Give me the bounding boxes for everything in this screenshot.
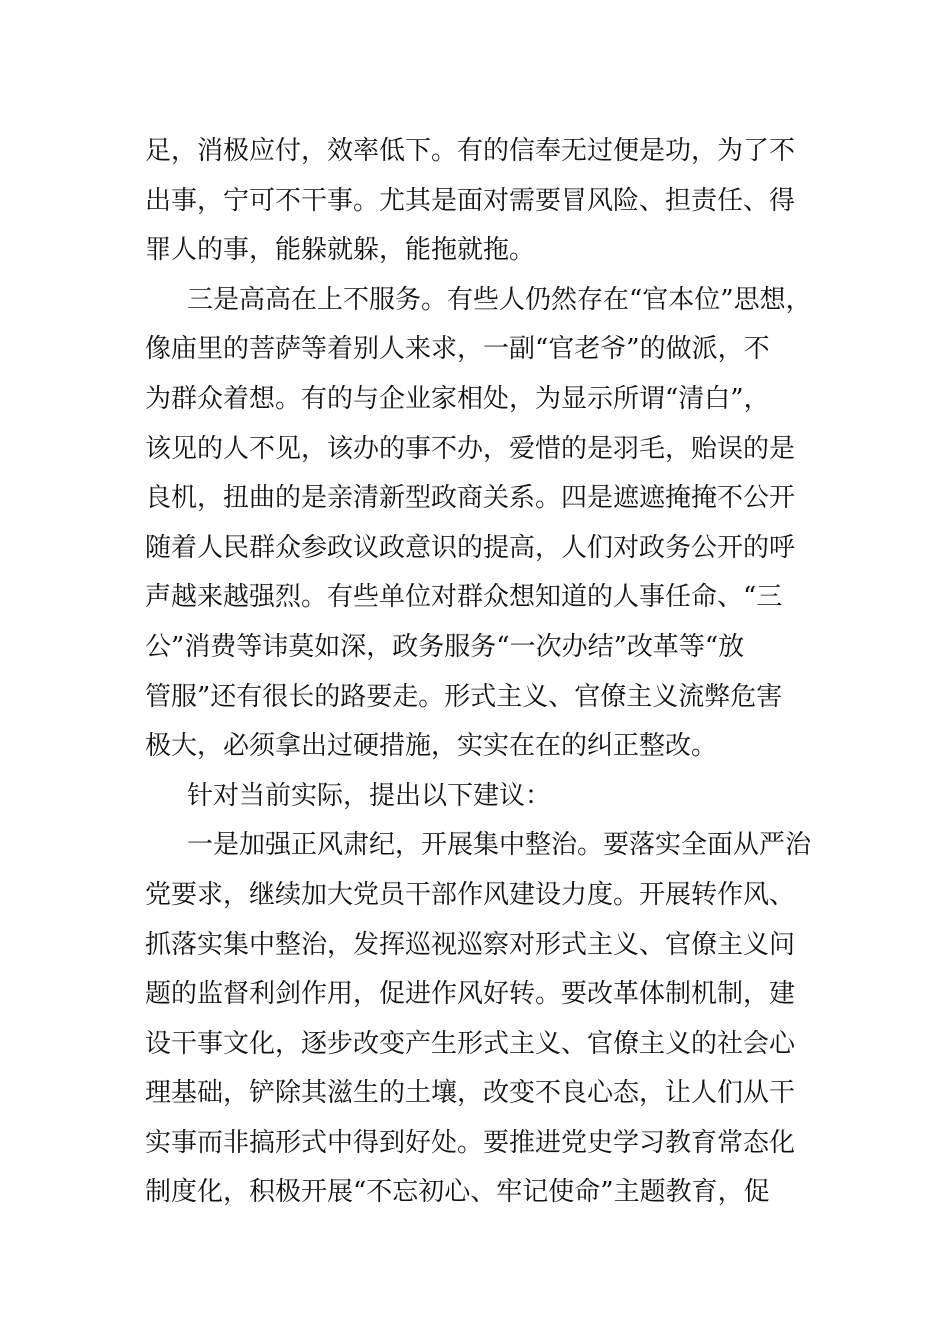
text-line: 公”消费等讳莫如深，政务服务“一次办结”改革等“放 — [145, 631, 745, 662]
paragraph-start-line: 一是加强正风肃纪，开展集中整治。要落实全面从严治 — [187, 830, 812, 861]
text-line: 管服”还有很长的路要走。形式主义、官僚主义流弊危害 — [145, 681, 783, 712]
paragraph-start-line: 三是高高在上不服务。有些人仍然存在“官本位”思想， — [187, 284, 812, 315]
body-text — [145, 127, 825, 1218]
text-line: 题的监督利剑作用，促进作风好转。要改革体制机制，建 — [145, 979, 796, 1010]
text-line: 极大，必须拿出过硬措施，实实在在的纠正整改。 — [145, 731, 718, 762]
text-line: 党要求，继续加大党员干部作风建设力度。开展转作风、 — [145, 879, 796, 910]
text-line: 抓落实集中整治，发挥巡视巡察对形式主义、官僚主义问 — [145, 929, 796, 960]
text-line: 良机，扭曲的是亲清新型政商关系。四是遮遮掩掩不公开 — [145, 483, 796, 514]
text-line: 声越来越强烈。有些单位对群众想知道的人事任命、“三 — [145, 582, 783, 613]
paragraph-start-line: 针对当前实际，提出以下建议： — [187, 780, 552, 811]
text-line: 理基础，铲除其滋生的土壤，改变不良心态，让人们从干 — [145, 1078, 796, 1109]
text-line: 像庙里的菩萨等着别人来求，一副“官老爷”的做派，不 — [145, 334, 770, 365]
text-line: 为群众着想。有的与企业家相处，为显示所谓“清白”， — [145, 383, 770, 414]
text-line: 该见的人不见，该办的事不办，爱惜的是羽毛，贻误的是 — [145, 433, 796, 464]
text-line: 随着人民群众参政议政意识的提高，人们对政务公开的呼 — [145, 532, 796, 563]
text-line: 出事，宁可不干事。尤其是面对需要冒风险、担责任、得 — [145, 185, 796, 216]
text-line: 设干事文化，逐步改变产生形式主义、官僚主义的社会心 — [145, 1028, 796, 1059]
text-line: 实事而非搞形式中得到好处。要推进党史学习教育常态化 — [145, 1127, 796, 1158]
text-line: 足，消极应付，效率低下。有的信奉无过便是功，为了不 — [145, 136, 796, 166]
text-line: 罪人的事，能躲就躲，能拖就拖。 — [145, 235, 536, 266]
text-line: 制度化，积极开展“不忘初心、牢记使命”主题教育，促 — [145, 1177, 770, 1208]
